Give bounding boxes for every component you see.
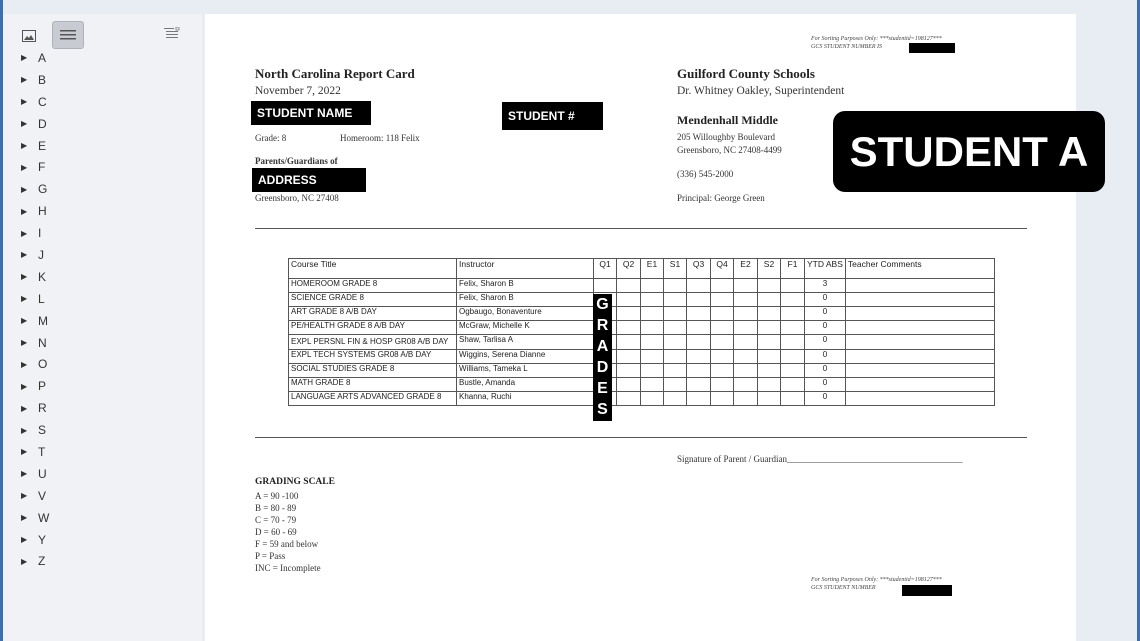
table-row [289,279,995,293]
grades-redaction-letter: R [596,316,609,334]
empty-cell [687,279,711,293]
empty-cell [687,392,711,406]
table-row [289,378,995,392]
empty-cell [664,307,687,321]
table-row [289,293,995,307]
outline-item-label: Y [38,532,47,547]
table-cell: HOMEROOM GRADE 8 [289,279,457,293]
expand-arrow-icon[interactable]: ▶ [21,228,28,238]
empty-cell [711,392,734,406]
column-header: S2 [758,259,781,279]
empty-cell [711,279,734,293]
table-header-row [289,259,995,279]
column-header: YTD ABS [805,259,846,279]
outline-list [3,47,49,572]
expand-arrow-icon[interactable]: ▶ [21,97,28,107]
empty-cell [758,335,781,350]
empty-cell [734,321,758,335]
grading-scale-item: C = 70 - 79 [255,515,297,525]
expand-arrow-icon[interactable]: ▶ [21,75,28,85]
table-cell: 0 [805,293,846,307]
empty-cell [758,293,781,307]
column-header: E2 [734,259,758,279]
table-cell: McGraw, Michelle K [457,321,594,335]
empty-cell [845,321,994,335]
column-header: Q1 [594,259,617,279]
column-header: F1 [781,259,805,279]
empty-cell [734,350,758,364]
student-number-note-bottom: GCS STUDENT NUMBER [811,585,876,591]
grading-scale-item: A = 90 -100 [255,491,299,501]
empty-cell [687,321,711,335]
empty-cell [664,335,687,350]
parents-label: Parents/Guardians of [255,156,338,166]
empty-cell [687,364,711,378]
outline-item-z[interactable] [3,550,49,572]
column-header: S1 [664,259,687,279]
school-address-1: 205 Willoughby Boulevard [677,132,775,142]
empty-cell [734,307,758,321]
student-number-redaction: STUDENT # [502,102,603,130]
outline-item-v[interactable] [3,485,49,507]
table-cell: 0 [805,335,846,350]
table-cell: PE/HEALTH GRADE 8 A/B DAY [289,321,457,335]
outline-item-i[interactable] [3,222,49,244]
empty-cell [641,293,664,307]
outline-item-o[interactable] [3,353,49,375]
table-cell: Bustle, Amanda [457,378,594,392]
expand-arrow-icon[interactable]: ▶ [21,403,28,413]
outline-item-p[interactable] [3,375,49,397]
empty-cell [687,307,711,321]
empty-cell [687,378,711,392]
expand-arrow-icon[interactable]: ▶ [21,272,28,282]
empty-cell [734,392,758,406]
outline-item-label: J [38,247,44,262]
expand-arrow-icon[interactable]: ▶ [21,491,28,501]
table-cell: Ogbaugo, Bonaventure [457,307,594,321]
column-header: Teacher Comments [845,259,994,279]
empty-cell [711,364,734,378]
grading-scale-title: GRADING SCALE [255,477,335,487]
outline-item-label: W [38,510,50,525]
table-row [289,307,995,321]
expand-arrow-icon[interactable]: ▶ [21,53,28,63]
outline-options-button[interactable] [156,20,188,48]
grades-redaction [593,294,612,421]
column-header: Q4 [711,259,734,279]
table-cell: SOCIAL STUDIES GRADE 8 [289,364,457,378]
empty-cell [711,307,734,321]
empty-cell [711,321,734,335]
expand-arrow-icon[interactable]: ▶ [21,294,28,304]
outline-item-label: M [38,313,48,328]
outline-item-label: T [38,444,46,459]
column-header: Instructor [457,259,594,279]
expand-arrow-icon[interactable]: ▶ [21,162,28,172]
outline-item-a[interactable] [3,47,49,69]
empty-cell [734,279,758,293]
outline-item-label: U [38,466,47,481]
table-cell: 3 [805,279,846,293]
grade-level: Grade: 8 [255,133,287,143]
empty-cell [641,279,664,293]
outline-item-n[interactable] [3,332,49,354]
divider-bottom [255,437,1027,438]
outline-item-c[interactable] [3,91,49,113]
table-cell: 0 [805,364,846,378]
outline-item-u[interactable] [3,463,49,485]
expand-arrow-icon[interactable]: ▶ [21,381,28,391]
table-row [289,392,995,406]
empty-cell [687,350,711,364]
column-header: E1 [641,259,664,279]
empty-cell [781,350,805,364]
list-icon [60,29,76,41]
empty-cell [758,364,781,378]
superintendent: Dr. Whitney Oakley, Superintendent [677,85,845,97]
empty-cell [781,293,805,307]
empty-cell [758,321,781,335]
empty-cell [664,364,687,378]
city-line: Greensboro, NC 27408 [255,193,339,203]
grades-redaction-letter: A [596,337,609,355]
grading-scale-item: B = 80 - 89 [255,503,297,513]
empty-cell [734,293,758,307]
grading-scale-item: P = Pass [255,551,286,561]
expand-arrow-icon[interactable]: ▶ [21,556,28,566]
expand-arrow-icon[interactable]: ▶ [21,359,28,369]
empty-cell [781,307,805,321]
school-name: Mendenhall Middle [677,113,779,127]
student-name-redaction: STUDENT NAME [251,101,371,125]
sidebar [3,14,202,641]
grading-scale-item: D = 60 - 69 [255,527,297,537]
outline-item-y[interactable] [3,529,49,551]
school-phone: (336) 545-2000 [677,169,734,179]
empty-cell [734,335,758,350]
empty-cell [781,364,805,378]
empty-cell [594,279,617,293]
sorting-note-bottom: For Sorting Purposes Only: ***studentid=198127*** [811,577,942,583]
expand-arrow-icon[interactable]: ▶ [21,206,28,216]
empty-cell [641,378,664,392]
empty-cell [641,321,664,335]
grading-scale-item: INC = Incomplete [255,563,321,573]
empty-cell [641,364,664,378]
expand-arrow-icon[interactable]: ▶ [21,469,28,479]
empty-cell [758,307,781,321]
empty-cell [758,378,781,392]
school-address-2: Greensboro, NC 27408-4499 [677,145,782,155]
outline-item-k[interactable] [3,266,49,288]
empty-cell [617,350,641,364]
outline-item-w[interactable] [3,507,49,529]
empty-cell [617,364,641,378]
outline-item-label: A [38,50,47,65]
sidebar-toolbar [3,18,202,46]
grading-scale-list [255,491,321,575]
thumbnail-view-button[interactable] [13,22,45,50]
outline-item-f[interactable] [3,156,49,178]
image-icon [22,30,36,42]
empty-cell [664,378,687,392]
principal: Principal: George Green [677,193,765,203]
table-row [289,335,995,350]
outline-item-label: H [38,204,47,219]
table-row [289,350,995,364]
empty-cell [711,335,734,350]
empty-cell [711,378,734,392]
outline-item-b[interactable] [3,69,49,91]
empty-cell [687,293,711,307]
empty-cell [734,378,758,392]
table-cell: LANGUAGE ARTS ADVANCED GRADE 8 [289,392,457,406]
empty-cell [617,293,641,307]
empty-cell [641,392,664,406]
empty-cell [845,307,994,321]
outline-item-m[interactable] [3,310,49,332]
grading-scale-item: F = 59 and below [255,539,319,549]
table-cell: 0 [805,321,846,335]
grades-redaction-letter: D [596,359,609,377]
report-card-title: North Carolina Report Card [255,66,415,81]
table-cell: EXPL TECH SYSTEMS GR08 A/B DAY [289,350,457,364]
sorting-note-top: For Sorting Purposes Only: ***studentid=198127*** [811,36,942,42]
outline-item-l[interactable] [3,288,49,310]
table-row [289,321,995,335]
outline-item-h[interactable] [3,200,49,222]
expand-arrow-icon[interactable]: ▶ [21,119,28,129]
expand-arrow-icon[interactable]: ▶ [21,513,28,523]
student-number-redaction-top [909,43,955,53]
empty-cell [781,392,805,406]
empty-cell [845,378,994,392]
outline-item-label: C [38,94,47,109]
student-number-redaction-bottom [902,585,952,596]
empty-cell [781,378,805,392]
grades-redaction-letter: E [597,380,608,398]
empty-cell [781,335,805,350]
outline-item-label: K [38,269,47,284]
table-row [289,364,995,378]
empty-cell [781,279,805,293]
empty-cell [758,279,781,293]
table-cell: Wiggins, Serena Dianne [457,350,594,364]
student-number-note-top: GCS STUDENT NUMBER IS [811,44,883,50]
homeroom: Homeroom: 118 Felix [340,133,420,143]
outline-item-j[interactable] [3,244,49,266]
district-name: Guilford County Schools [677,66,815,81]
outline-item-label: O [38,357,48,372]
table-cell: MATH GRADE 8 [289,378,457,392]
empty-cell [664,293,687,307]
expand-arrow-icon[interactable]: ▶ [21,338,28,348]
empty-cell [845,364,994,378]
expand-arrow-icon[interactable]: ▶ [21,184,28,194]
expand-arrow-icon[interactable]: ▶ [21,535,28,545]
signature-line: Signature of Parent / Guardian_______________________________________ [677,454,963,464]
empty-cell [617,279,641,293]
empty-cell [845,350,994,364]
report-date: November 7, 2022 [255,85,341,97]
table-cell: Khanna, Ruchi [457,392,594,406]
outline-item-label: G [38,182,48,197]
empty-cell [781,321,805,335]
table-cell: 0 [805,392,846,406]
expand-arrow-icon[interactable]: ▶ [21,316,28,326]
outline-item-d[interactable] [3,113,49,135]
table-cell: 0 [805,350,846,364]
empty-cell [711,350,734,364]
outline-item-label: F [38,160,46,175]
outline-view-button[interactable] [52,21,84,49]
outline-item-t[interactable] [3,441,49,463]
column-header: Q2 [617,259,641,279]
table-cell: Felix, Sharon B [457,279,594,293]
empty-cell [664,392,687,406]
column-header: Course Title [289,259,457,279]
empty-cell [758,392,781,406]
outline-item-label: N [38,335,47,350]
empty-cell [641,335,664,350]
table-cell: EXPL PERSNL FIN & HOSP GR08 A/B DAY [289,335,457,350]
empty-cell [845,335,994,350]
outline-item-label: V [38,488,47,503]
empty-cell [845,293,994,307]
empty-cell [617,378,641,392]
empty-cell [664,350,687,364]
table-cell: Williams, Tameka L [457,364,594,378]
outline-item-label: B [38,72,47,87]
outline-item-label: D [38,116,47,131]
outline-item-label: E [38,138,47,153]
empty-cell [617,392,641,406]
empty-cell [664,321,687,335]
outline-item-e[interactable] [3,135,49,157]
grades-table [288,258,995,406]
empty-cell [734,364,758,378]
outline-item-label: I [38,226,42,241]
outline-item-label: R [38,401,47,416]
empty-cell [845,279,994,293]
column-header: Q3 [687,259,711,279]
table-cell: SCIENCE GRADE 8 [289,293,457,307]
table-cell: 0 [805,307,846,321]
grades-redaction-letter: S [597,401,608,419]
outline-item-label: Z [38,554,46,569]
table-cell: 0 [805,378,846,392]
empty-cell [758,350,781,364]
outline-item-label: L [38,291,45,306]
outline-item-s[interactable] [3,419,49,441]
empty-cell [711,293,734,307]
expand-arrow-icon[interactable]: ▶ [21,250,28,260]
expand-arrow-icon[interactable]: ▶ [21,447,28,457]
divider-top [255,228,1027,229]
empty-cell [687,335,711,350]
expand-arrow-icon[interactable]: ▶ [21,425,28,435]
document-page [205,14,1089,641]
empty-cell [641,350,664,364]
address-redaction: ADDRESS [252,168,366,192]
empty-cell [617,307,641,321]
student-label-redaction: STUDENT A [833,111,1105,192]
empty-cell [664,279,687,293]
outline-item-g[interactable] [3,178,49,200]
outline-item-r[interactable] [3,397,49,419]
options-icon [164,27,180,41]
table-cell: Felix, Sharon B [457,293,594,307]
empty-cell [617,335,641,350]
outline-item-label: S [38,423,47,438]
empty-cell [617,321,641,335]
outline-item-label: P [38,379,47,394]
expand-arrow-icon[interactable]: ▶ [21,141,28,150]
grades-redaction-letter: G [596,295,609,313]
table-cell: Shaw, Tarlisa A [457,335,594,350]
table-cell: ART GRADE 8 A/B DAY [289,307,457,321]
empty-cell [845,392,994,406]
empty-cell [641,307,664,321]
